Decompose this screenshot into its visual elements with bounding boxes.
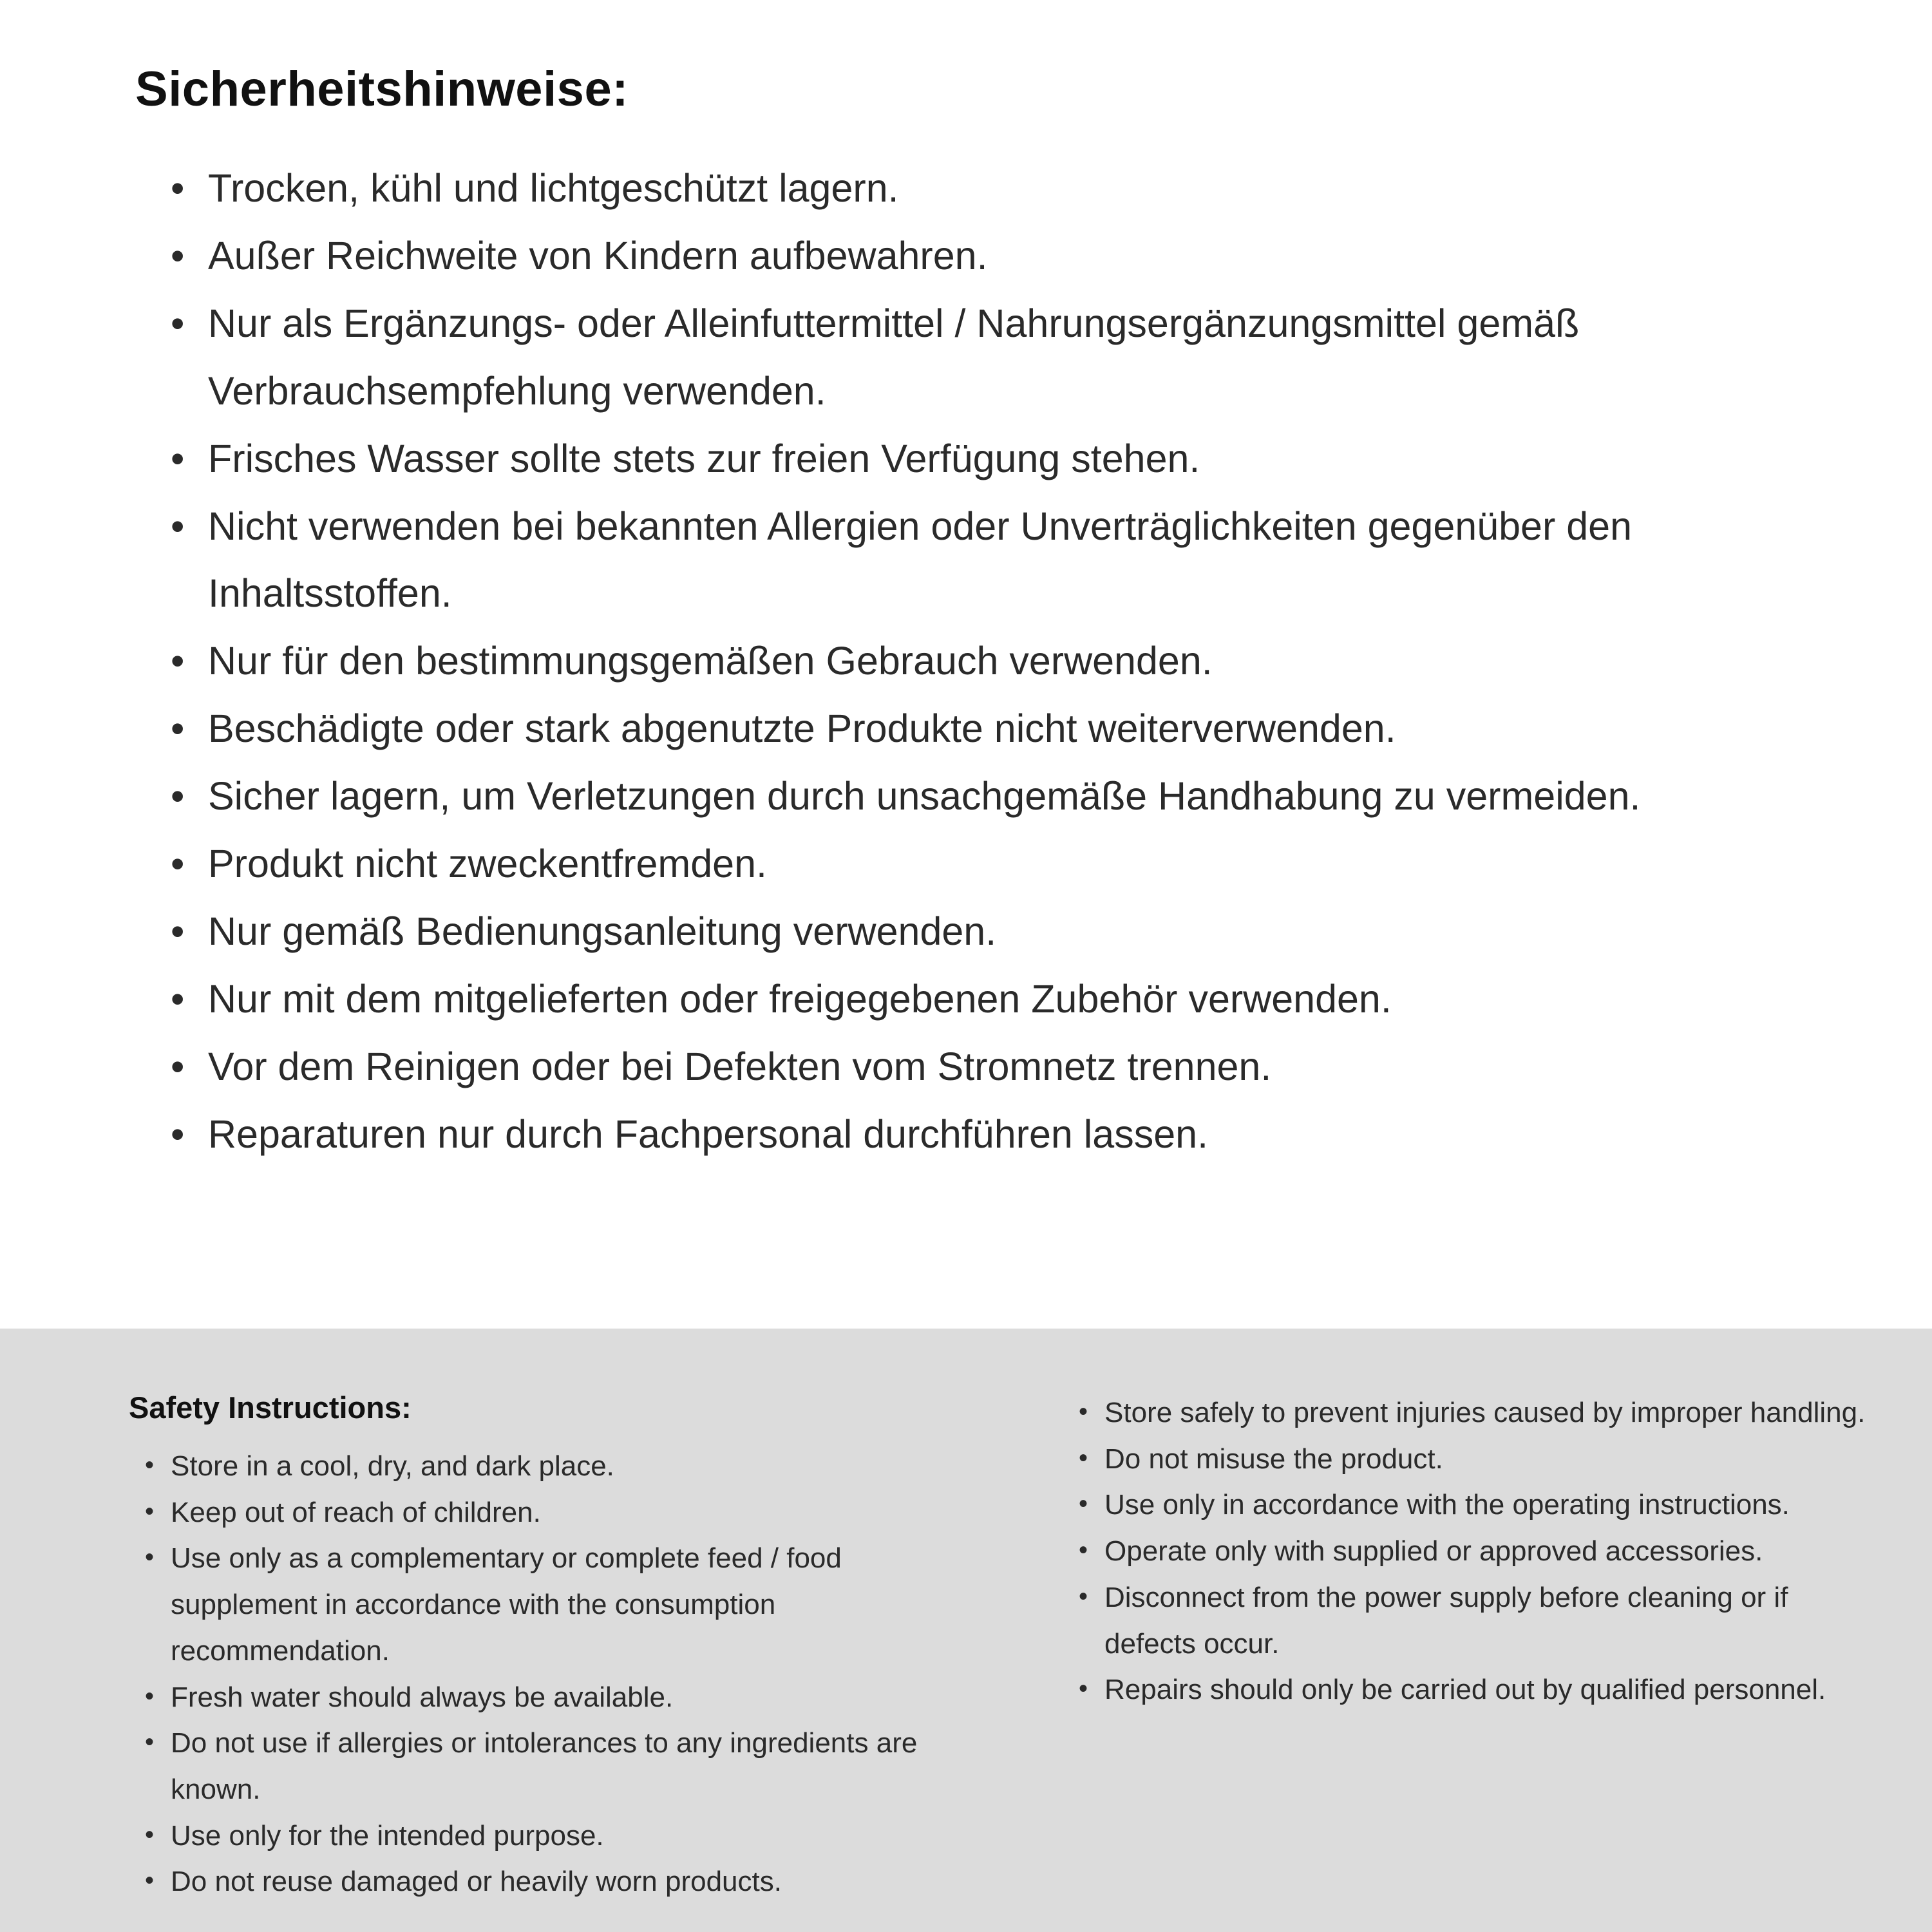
list-item xyxy=(171,830,1803,898)
list-item xyxy=(171,965,1803,1033)
list-item xyxy=(145,1674,985,1721)
list-item xyxy=(145,1813,985,1859)
list-item xyxy=(145,1535,985,1674)
bullet-icon: • xyxy=(171,504,185,548)
bullet-icon: • xyxy=(171,1044,185,1088)
list-item xyxy=(171,1101,1803,1168)
list-item-text: Nur als Ergänzungs- oder Alleinfuttermittel / Nahrungsergänzungsmittel gemäß Verbrauchsempfehlung verwenden. xyxy=(208,301,1580,413)
list-item-text: Do not misuse the product. xyxy=(1104,1443,1443,1475)
list-item-text: Nur gemäß Bedienungsanleitung verwenden. xyxy=(208,909,997,953)
list-item-text: Frisches Wasser sollte stets zur freien Verfügung stehen. xyxy=(208,436,1200,480)
bullet-icon: • xyxy=(171,909,185,953)
list-item xyxy=(1079,1390,1887,1436)
english-left-column xyxy=(129,1390,985,1932)
list-item-text: Keep out of reach of children. xyxy=(171,1496,541,1528)
bullet-icon: • xyxy=(1079,1397,1088,1426)
list-item xyxy=(1079,1667,1887,1713)
list-item xyxy=(1079,1528,1887,1575)
list-item xyxy=(145,1720,985,1812)
list-item xyxy=(171,898,1803,965)
bullet-icon: • xyxy=(171,1112,185,1156)
list-item-text: Use only for the intended purpose. xyxy=(171,1819,604,1852)
list-item-text: Sicher lagern, um Verletzungen durch unsachgemäße Handhabung zu vermeiden. xyxy=(208,774,1641,819)
list-item-text: Do not reuse damaged or heavily worn products. xyxy=(171,1866,782,1898)
english-right-column xyxy=(1063,1390,1887,1932)
list-item-text: Beschädigte oder stark abgenutzte Produkte nicht weiterverwenden. xyxy=(208,706,1396,751)
english-safety-section xyxy=(0,1329,1932,1932)
bullet-icon: • xyxy=(1079,1443,1088,1472)
list-item-text: Store safely to prevent injuries caused by improper handling. xyxy=(1104,1397,1866,1428)
german-section-title: Sicherheitshinweise: xyxy=(135,62,629,117)
bullet-icon: • xyxy=(1079,1536,1088,1565)
bullet-icon: • xyxy=(171,436,185,480)
list-item xyxy=(171,222,1803,290)
list-item xyxy=(171,155,1803,222)
list-item-text: Nur für den bestimmungsgemäßen Gebrauch verwenden. xyxy=(208,639,1213,683)
english-section-title: Safety Instructions: xyxy=(129,1390,412,1425)
list-item-text: Do not use if allergies or intolerances to any ingredients are known. xyxy=(171,1727,918,1806)
bullet-icon: • xyxy=(171,639,185,683)
list-item xyxy=(1079,1436,1887,1482)
list-item xyxy=(145,1490,985,1536)
bullet-icon: • xyxy=(145,1543,155,1572)
list-item-text: Nur mit dem mitgelieferten oder freigegebenen Zubehör verwenden. xyxy=(208,976,1392,1021)
bullet-icon: • xyxy=(171,976,185,1021)
list-item xyxy=(171,695,1803,762)
list-item xyxy=(145,1443,985,1490)
list-item-text: Operate only with supplied or approved accessories. xyxy=(1104,1535,1763,1567)
bullet-icon: • xyxy=(145,1866,155,1895)
bullet-icon: • xyxy=(145,1497,155,1526)
list-item-text: Nicht verwenden bei bekannten Allergien oder Unverträglichkeiten gegenüber den Inhaltsstoffen. xyxy=(208,504,1633,616)
list-item xyxy=(171,493,1803,628)
list-item xyxy=(171,762,1803,830)
list-item xyxy=(1079,1482,1887,1528)
list-item xyxy=(1079,1575,1887,1667)
bullet-icon: • xyxy=(145,1451,155,1479)
list-item-text: Use only in accordance with the operating instructions. xyxy=(1104,1489,1790,1521)
list-item-text: Use only as a complementary or complete feed / food supplement in accordance with the consumption recommendation. xyxy=(171,1542,842,1667)
list-item-text: Vor dem Reinigen oder bei Defekten vom Stromnetz trennen. xyxy=(208,1044,1272,1088)
list-item-text: Reparaturen nur durch Fachpersonal durchführen lassen. xyxy=(208,1112,1209,1156)
bullet-icon: • xyxy=(1079,1490,1088,1519)
english-safety-list-left xyxy=(129,1443,985,1905)
bullet-icon: • xyxy=(1079,1674,1088,1703)
bullet-icon: • xyxy=(171,706,185,751)
list-item-text: Außer Reichweite von Kindern aufbewahren. xyxy=(208,233,988,278)
list-item xyxy=(145,1859,985,1905)
german-safety-list xyxy=(135,155,1803,1168)
bullet-icon: • xyxy=(145,1681,155,1710)
english-safety-list-right xyxy=(1063,1390,1887,1713)
list-item xyxy=(171,627,1803,695)
bullet-icon: • xyxy=(145,1820,155,1849)
list-item-text: Fresh water should always be available. xyxy=(171,1681,674,1713)
bullet-icon: • xyxy=(171,774,185,819)
list-item xyxy=(171,425,1803,493)
list-item-text: Store in a cool, dry, and dark place. xyxy=(171,1450,614,1482)
bullet-icon: • xyxy=(171,166,185,210)
list-item-text: Disconnect from the power supply before cleaning or if defects occur. xyxy=(1104,1581,1788,1660)
bullet-icon: • xyxy=(171,301,185,345)
bullet-icon: • xyxy=(171,842,185,886)
list-item xyxy=(171,290,1803,425)
bullet-icon: • xyxy=(1079,1582,1088,1611)
list-item-text: Produkt nicht zweckentfremden. xyxy=(208,842,767,886)
list-item-text: Trocken, kühl und lichtgeschützt lagern. xyxy=(208,166,899,210)
bullet-icon: • xyxy=(171,233,185,278)
bullet-icon: • xyxy=(145,1728,155,1757)
list-item xyxy=(171,1033,1803,1101)
list-item-text: Repairs should only be carried out by qualified personnel. xyxy=(1104,1674,1826,1706)
